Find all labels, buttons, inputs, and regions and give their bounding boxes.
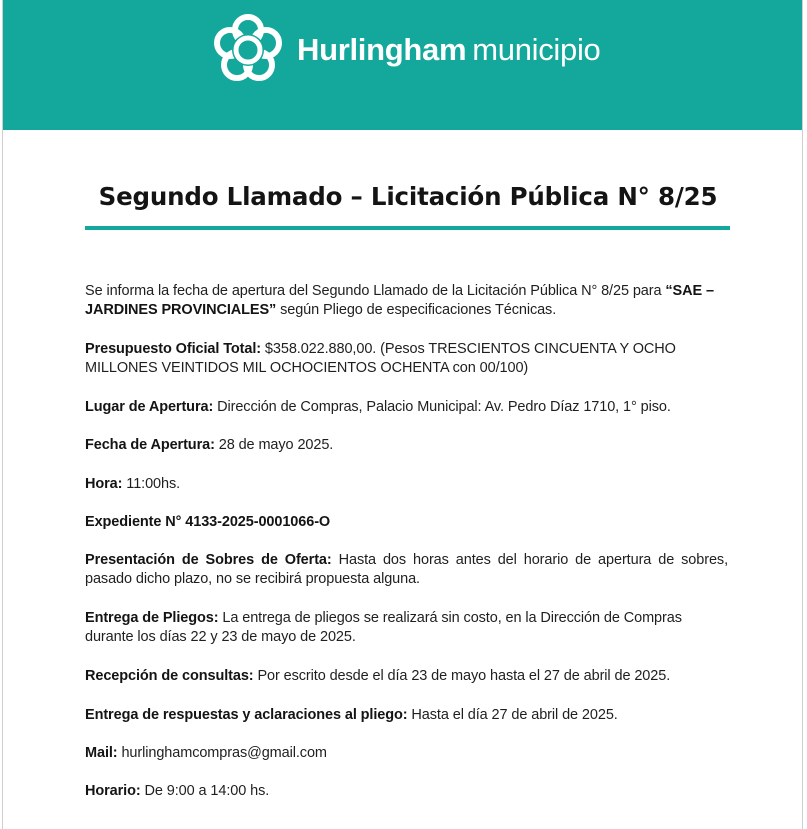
entrega-paragraph — [85, 609, 728, 647]
hora-paragraph — [85, 475, 728, 494]
entrega-value: La entrega de pliegos se realizará sin costo, en la Dirección de Compras durante los días 22 y 23 de mayo de 2025. — [85, 610, 682, 645]
title-underline — [85, 226, 730, 230]
recepcion-label: Recepción de consultas: — [85, 668, 254, 684]
intro-text: Se informa la fecha de apertura del Segundo Llamado de la Licitación Pública N° 8/25 para — [85, 283, 666, 299]
document-page — [2, 0, 803, 829]
presentacion-label: Presentación de Sobres de Oferta: — [85, 552, 332, 568]
recepcion-paragraph — [85, 667, 728, 686]
presupuesto-label: Presupuesto Oficial Total: — [85, 341, 261, 357]
brand-name-bold: Hurlingham — [297, 32, 467, 67]
hora-value: 11:00hs. — [122, 476, 181, 492]
fecha-value: 28 de mayo 2025. — [214, 437, 334, 453]
entrega-label: Entrega de Pliegos: — [85, 610, 219, 626]
mail-label: Mail: — [85, 745, 118, 761]
presentacion-value: Hasta dos horas antes del horario de apertura de sobres, pasado dicho plazo, no se recibirá propuesta alguna. — [85, 552, 729, 587]
brand-name-light: municipio — [472, 32, 601, 67]
hora-label: Hora: — [85, 476, 123, 492]
page-title: Segundo Llamado – Licitación Pública N° 8/25 — [98, 182, 718, 211]
lugar-paragraph — [85, 398, 728, 417]
respuestas-label: Entrega de respuestas y aclaraciones al pliego: — [85, 707, 408, 723]
respuestas-paragraph — [85, 706, 728, 725]
intro-project-name: “SAE – JARDINES PROVINCIALES” — [85, 283, 714, 318]
mail-value[interactable]: hurlinghamcompras@gmail.com — [117, 745, 327, 761]
lugar-label: Lugar de Apertura: — [85, 399, 214, 415]
header-banner — [3, 0, 802, 130]
horario-value: De 9:00 a 14:00 hs. — [140, 783, 270, 799]
fecha-label: Fecha de Apertura: — [85, 437, 215, 453]
expediente-paragraph — [85, 513, 728, 532]
intro-paragraph — [85, 282, 728, 320]
fecha-paragraph — [85, 436, 728, 455]
expediente-number: Expediente N° 4133-2025-0001066-O — [85, 514, 331, 530]
intro-tail: según Pliego de especificaciones Técnicas. — [276, 302, 557, 318]
mail-paragraph — [85, 744, 728, 763]
presupuesto-value: $358.022.880,00. (Pesos TRESCIENTOS CINCUENTA Y OCHO MILLONES VEINTIDOS MIL OCHOCIENTOS OCHENTA con 00/100) — [85, 341, 676, 376]
horario-paragraph — [85, 782, 728, 801]
recepcion-value: Por escrito desde el día 23 de mayo hasta el 27 de abril de 2025. — [253, 668, 671, 684]
flower-icon — [209, 11, 287, 89]
horario-label: Horario: — [85, 783, 141, 799]
respuestas-value: Hasta el día 27 de abril de 2025. — [407, 707, 618, 723]
brand-name — [297, 32, 600, 68]
lugar-value: Dirección de Compras, Palacio Municipal: Av. Pedro Díaz 1710, 1° piso. — [213, 399, 671, 415]
presupuesto-paragraph — [85, 340, 728, 378]
presentacion-paragraph — [85, 551, 728, 589]
brand-logo — [209, 10, 600, 90]
